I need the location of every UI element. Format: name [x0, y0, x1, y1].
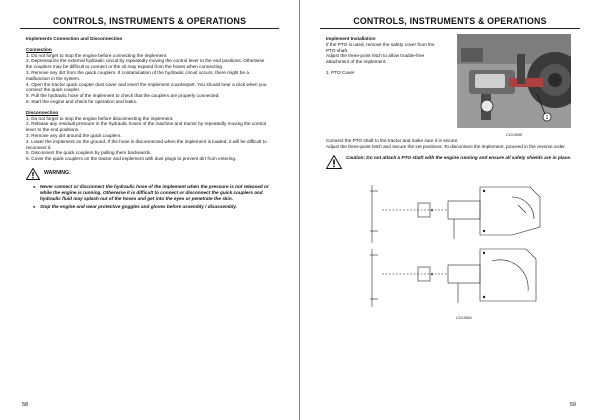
disconnection-step: 2. Release any residual pressure in the hydraulic hoses of the machine and tractor by repeatedly moving the control lever to the end positions. [26, 121, 266, 133]
warning-list [40, 184, 269, 210]
disconnection-step: 3. Remove any dirt around the quick couplers. [26, 132, 122, 138]
install-line: Adjust the three-point hitch to allow trouble-free attachment of the implement. [326, 53, 425, 65]
page-number: 58 [22, 402, 29, 408]
section-title: Implements Connection and Disconnection [26, 36, 123, 41]
connection-step: 5. Pull the hydraulic hose of the implement to check that the couplers are properly connected. [26, 93, 220, 99]
page-number: 59 [569, 402, 576, 408]
warning-bullet: ● Never connect or disconnect the hydraulic hose of the implement when the pressure is not released or while the engine is running. Otherwise it is difficult to connect or disconnect the quick couplers and hydraulic fluid may splash out of the hoses and get into the eyes or penetrate the skin. [40, 184, 269, 201]
install-line: If the PTO is used, remove the safety cover from the PTO shaft. [326, 41, 435, 53]
callout-number: 1 [545, 115, 549, 121]
figure-legend: 1. PTO Cover [326, 69, 355, 75]
pto-line-drawing [362, 183, 566, 320]
figure-caption: CCL0661 [455, 316, 473, 320]
pto-photo-image [457, 34, 571, 128]
disconnection-heading: Disconnection [26, 109, 59, 115]
disconnection-step: 4. Lower the implement on the ground. If the hose is disconnected when the implement is loaded, it will be difficult to reconnect it. [26, 138, 267, 150]
connection-step: 6. Start the engine and check for operation and leaks. [26, 98, 138, 104]
header-rule [320, 28, 580, 29]
page-header: CONTROLS, INSTRUMENTS & OPERATIONS [52, 16, 247, 26]
warning-triangle-icon [26, 168, 40, 180]
disconnection-step: 5. Disconnect the quick couplers by pulling them backwards. [26, 150, 152, 156]
caution-triangle-icon [326, 155, 342, 169]
caution-text: Caution: Do not attach a PTO shaft with the engine running and ensure all safety shields are in place. [346, 154, 572, 160]
pto-diagram [362, 183, 566, 311]
install-text [326, 36, 440, 76]
page-header: CONTROLS, INSTRUMENTS & OPERATIONS [353, 16, 547, 26]
connect-line: Connect the PTO shaft to the tractor and make sure it is secure. [326, 138, 459, 143]
warning-bullet: ● Stop the engine and wear protective goggles and gloves before assembly / disassembly. [40, 204, 269, 210]
warning-label: WARNING: [44, 170, 71, 177]
disconnection-step: 1. Do not forget to stop the engine before disconnecting the implement. [26, 115, 174, 121]
connection-heading: Connection [26, 46, 52, 52]
right-page [300, 0, 600, 420]
connection-step: 1. Do not forget to stop the engine before connecting the implement. [26, 52, 168, 58]
disconnection-step: 6. Cover the quick couplers on the tractor and implement with dust plugs to prevent dirt from entering. [26, 156, 237, 162]
connect-text [326, 138, 572, 169]
caution-block [326, 155, 572, 169]
connection-step: 4. Open the tractor quick coupler dust cover and insert the implement counterpart. You should hear a click when you connect the quick coupler. [26, 81, 267, 93]
connect-line: Adjust the three-point hitch and secure the set positions. To disconnect the implement, proceed in the reverse order. [326, 143, 566, 149]
warning-block [26, 168, 269, 180]
header-rule [20, 28, 279, 29]
pto-photo [457, 34, 571, 137]
connection-step: 3. Remove any dirt from the quick couplers. If contamination of the hydraulic circuit occurs, there might be a malfunction in the system. [26, 69, 250, 81]
figure-caption: CCL0665 [505, 133, 523, 137]
install-heading: Implement Installation [326, 36, 376, 41]
left-content [26, 36, 269, 213]
connection-step: 2. Depressurize the external hydraulic circuit by repeatedly moving the control lever to the end positions. Otherwise the couplers may be difficult to connect or the oil may expand from the hoses when connecting. [26, 58, 265, 70]
